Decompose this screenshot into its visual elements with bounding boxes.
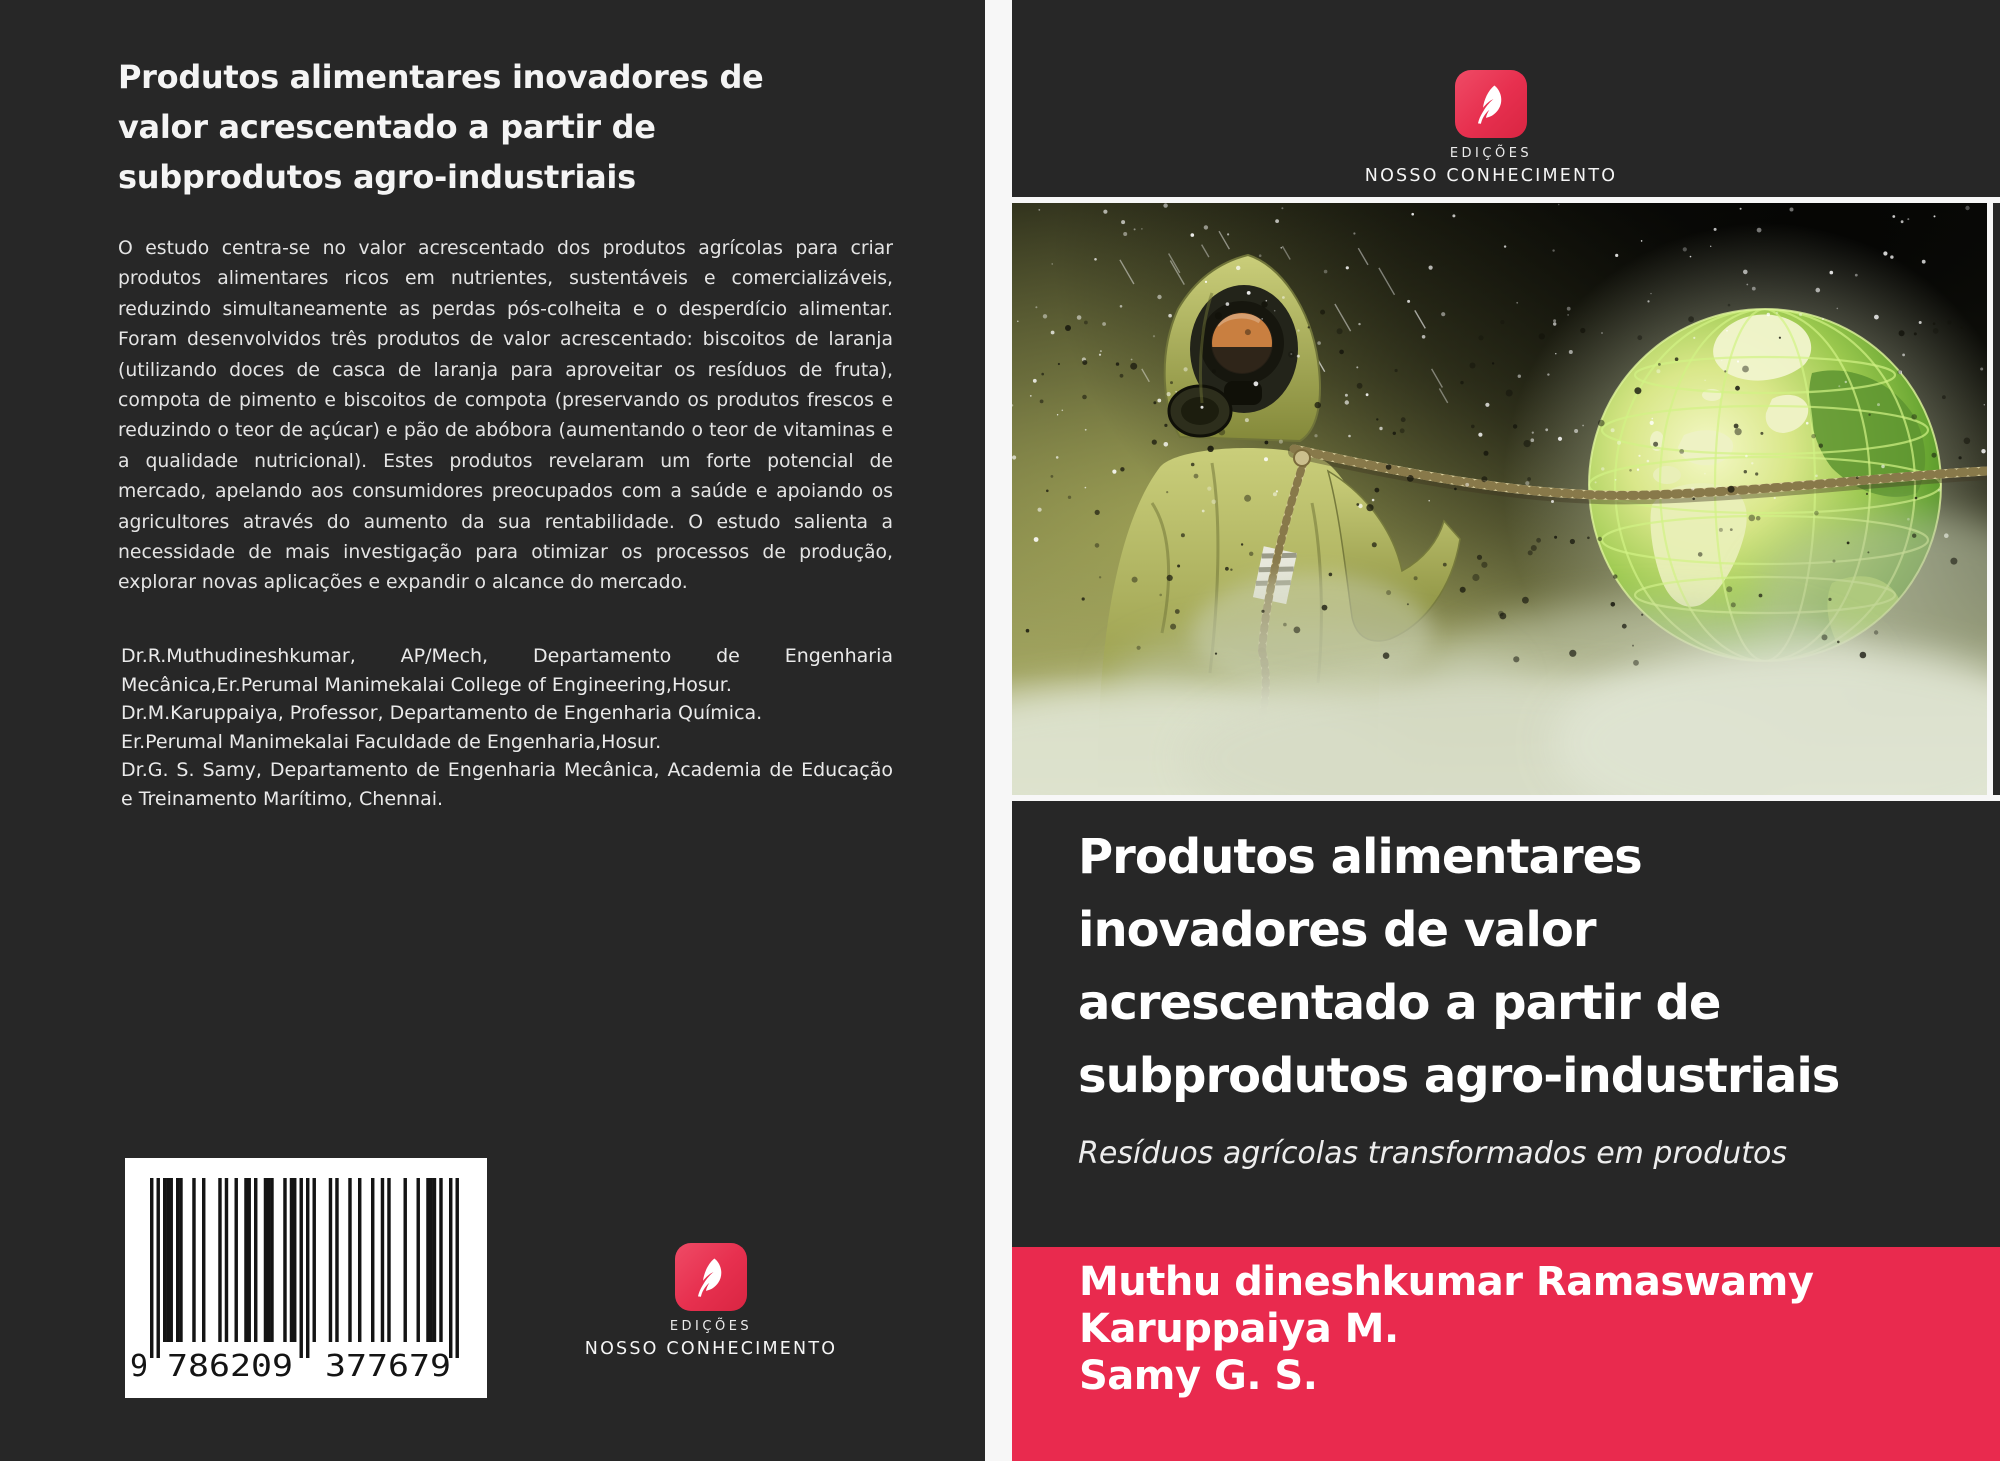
- publisher-logo-square: [1455, 70, 1527, 138]
- feather-icon: [1470, 79, 1512, 129]
- spine-divider: [985, 0, 1012, 1461]
- publisher-name-bottom: NOSSO CONHECIMENTO: [584, 1339, 838, 1359]
- front-cover-subtitle: Resíduos agrícolas transformados em produtos: [1078, 1136, 1787, 1171]
- barcode-digit-group: 786209: [167, 1349, 293, 1384]
- author-name: Karuppaiya M.: [1079, 1306, 1399, 1352]
- author-names: [1079, 1259, 1813, 1400]
- contributor-bios: [121, 642, 893, 814]
- author-name: Muthu dineshkumar Ramaswamy: [1079, 1259, 1814, 1305]
- barcode-svg: [125, 1158, 487, 1398]
- back-title-line-1: Produtos alimentares inovadores de: [118, 58, 764, 96]
- barcode-digit-group: 9: [130, 1349, 149, 1384]
- contributor-entry: Dr.G. S. Samy, Departamento de Engenharia Mecânica, Academia de Educação e Treinamento Marítimo, Chennai.: [121, 759, 893, 810]
- barcode-digit-group: 377679: [325, 1349, 451, 1384]
- author-name: Samy G. S.: [1079, 1353, 1318, 1399]
- front-cover-title: [1078, 821, 1839, 1113]
- cover-photo: [1012, 203, 1987, 795]
- isbn-barcode: [125, 1158, 487, 1398]
- back-cover-title: [118, 52, 948, 202]
- front-title-line-4: subprodutos agro-industriais: [1078, 1048, 1840, 1104]
- front-title-line-3: acrescentado a partir de: [1078, 975, 1721, 1031]
- publisher-name-top: EDIÇÕES: [1449, 146, 1533, 161]
- barcode-bars: [150, 1178, 459, 1358]
- publisher-name-bottom: NOSSO CONHECIMENTO: [1364, 166, 1618, 186]
- front-title-line-1: Produtos alimentares: [1078, 829, 1642, 885]
- rope-knot: [1294, 450, 1310, 466]
- contributor-entry: Er.Perumal Manimekalai Faculdade de Engenharia,Hosur.: [121, 730, 662, 753]
- contributor-entry: Dr.M.Karuppaiya, Professor, Departamento de Engenharia Química.: [121, 702, 763, 725]
- photo-bottom-rule: [1012, 795, 2000, 801]
- publisher-logo-back: [561, 1243, 861, 1359]
- back-title-line-2: valor acrescentado a partir de: [118, 108, 656, 146]
- back-cover-panel: [0, 0, 985, 1461]
- feather-icon: [690, 1252, 732, 1302]
- publisher-logo-front: [1341, 70, 1641, 186]
- contributor-entry: Dr.R.Muthudineshkumar, AP/Mech, Departamento de Engenharia Mecânica,Er.Perumal Manimekalai College of Engineering,Hosur.: [121, 645, 893, 696]
- publisher-logo-square: [675, 1243, 747, 1311]
- front-cover-panel: [1012, 0, 2000, 1461]
- author-band: [1012, 1247, 2000, 1461]
- back-title-line-3: subprodutos agro-industriais: [118, 158, 636, 196]
- front-title-line-2: inovadores de valor: [1078, 902, 1596, 958]
- cover-photo-frame: [1012, 203, 1993, 795]
- publisher-name-top: EDIÇÕES: [669, 1319, 753, 1334]
- back-cover-summary: O estudo centra-se no valor acrescentado dos produtos agrícolas para criar produtos alimentares ricos em nutrientes, sustentáveis e comercializáveis, reduzindo simultaneamente as perdas pós-colheita e o desperdício alimentar. Foram desenvolvidos três produtos de valor acrescentado: biscoitos de laranja (utilizando doces de casca de laranja para aproveitar os resíduos de fruta), compota de pimento e biscoitos de compota (preservando os produtos frescos e reduzindo o teor de açúcar) e pão de abóbora (aumentando o teor de vitaminas e a qualidade nutricional). Estes produtos revelaram um forte potencial de mercado, apelando aos consumidores preocupados com a saúde e apoiando os agricultores através do aumento da sua rentabilidade. O estudo salienta a necessidade de mais investigação para otimizar os processos de produção, explorar novas aplicações e expandir o alcance do mercado.: [118, 238, 893, 594]
